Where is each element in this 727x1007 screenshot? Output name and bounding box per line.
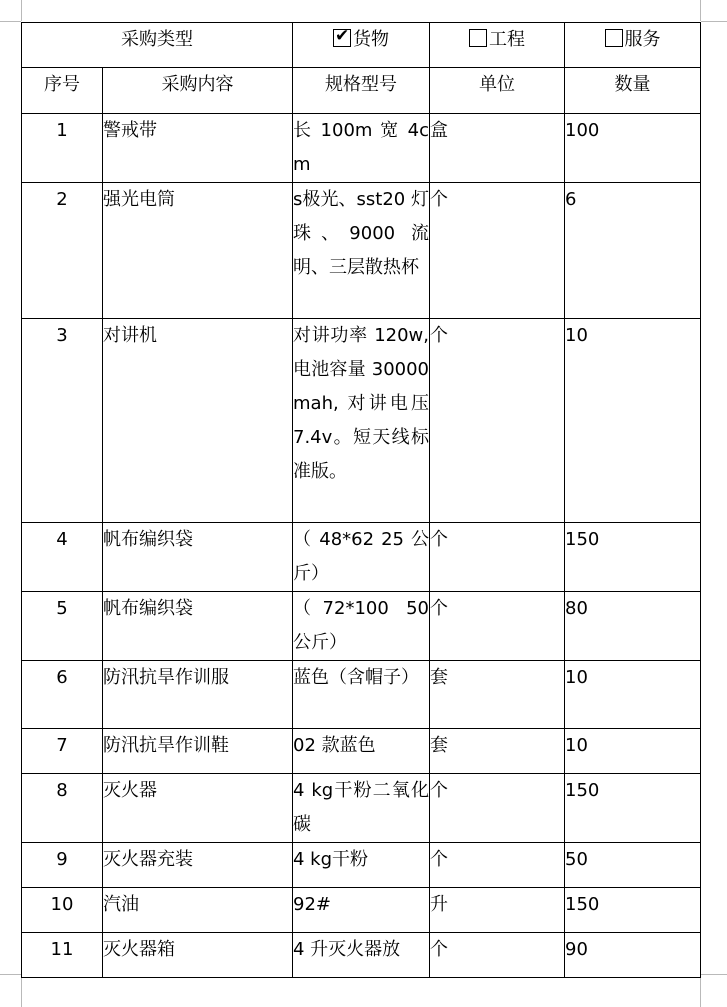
row-quantity: 6 — [565, 183, 701, 319]
column-header: 单位 — [430, 68, 565, 114]
row-unit: 个 — [430, 933, 565, 978]
row-number: 8 — [22, 774, 103, 843]
table-row — [22, 843, 701, 888]
row-spec: 02 款蓝色 — [293, 729, 430, 774]
row-spec: s极光、sst20 灯珠、9000 流明、三层散热杯 — [293, 183, 430, 319]
crop-mark — [700, 975, 701, 1007]
row-unit: 个 — [430, 843, 565, 888]
row-number: 10 — [22, 888, 103, 933]
row-quantity: 150 — [565, 888, 701, 933]
row-content: 强光电筒 — [103, 183, 293, 319]
crop-mark — [0, 21, 21, 22]
row-quantity: 50 — [565, 843, 701, 888]
row-unit: 个 — [430, 319, 565, 523]
procurement-type-row — [22, 23, 701, 68]
row-quantity: 150 — [565, 774, 701, 843]
row-number: 2 — [22, 183, 103, 319]
row-spec: 92# — [293, 888, 430, 933]
checkbox-empty-icon[interactable] — [605, 29, 623, 47]
row-content: 灭火器充装 — [103, 843, 293, 888]
row-content: 对讲机 — [103, 319, 293, 523]
type-option-label: 工程 — [489, 29, 525, 50]
row-content: 防汛抗旱作训鞋 — [103, 729, 293, 774]
table-row — [22, 523, 701, 592]
crop-mark — [21, 975, 22, 1007]
column-header: 采购内容 — [103, 68, 293, 114]
table-row — [22, 592, 701, 661]
checkbox-checked-icon[interactable] — [333, 29, 351, 47]
type-option-label: 服务 — [624, 29, 661, 50]
table-row — [22, 729, 701, 774]
crop-mark — [21, 0, 22, 21]
row-number: 1 — [22, 114, 103, 183]
row-quantity: 80 — [565, 592, 701, 661]
row-content: 灭火器 — [103, 774, 293, 843]
table-row — [22, 114, 701, 183]
row-number: 3 — [22, 319, 103, 523]
row-content: 防汛抗旱作训服 — [103, 661, 293, 729]
row-unit: 套 — [430, 729, 565, 774]
row-unit: 个 — [430, 523, 565, 592]
row-number: 5 — [22, 592, 103, 661]
row-spec: 蓝色（含帽子） — [293, 661, 430, 729]
procurement-table — [21, 22, 701, 978]
column-header: 规格型号 — [293, 68, 430, 114]
table-row — [22, 933, 701, 978]
crop-mark — [701, 974, 727, 975]
row-spec: 长 100m 宽 4cm — [293, 114, 430, 183]
type-option-service[interactable] — [565, 23, 701, 68]
row-quantity: 90 — [565, 933, 701, 978]
row-spec: （72*100 50 公斤） — [293, 592, 430, 661]
table-row — [22, 661, 701, 729]
row-spec: 4 升灭火器放 — [293, 933, 430, 978]
row-number: 9 — [22, 843, 103, 888]
column-header: 序号 — [22, 68, 103, 114]
row-spec: 对讲功率 120w,电池容量 30000mah, 对讲电压 7.4v。短天线标准版。 — [293, 319, 430, 523]
crop-mark — [0, 974, 21, 975]
row-unit: 个 — [430, 774, 565, 843]
row-spec: （ 48*62 25 公斤） — [293, 523, 430, 592]
type-option-label: 货物 — [353, 29, 389, 50]
row-content: 警戒带 — [103, 114, 293, 183]
table-row — [22, 183, 701, 319]
table-row — [22, 888, 701, 933]
row-unit: 个 — [430, 183, 565, 319]
type-option-goods[interactable] — [293, 23, 430, 68]
row-number: 7 — [22, 729, 103, 774]
crop-mark — [700, 0, 701, 21]
row-content: 灭火器箱 — [103, 933, 293, 978]
row-unit: 升 — [430, 888, 565, 933]
row-unit: 盒 — [430, 114, 565, 183]
row-quantity: 100 — [565, 114, 701, 183]
row-number: 4 — [22, 523, 103, 592]
row-content: 汽油 — [103, 888, 293, 933]
row-spec: 4 kg干粉二氧化碳 — [293, 774, 430, 843]
checkbox-empty-icon[interactable] — [469, 29, 487, 47]
row-unit: 个 — [430, 592, 565, 661]
row-content: 帆布编织袋 — [103, 523, 293, 592]
table-row — [22, 774, 701, 843]
row-unit: 套 — [430, 661, 565, 729]
row-content: 帆布编织袋 — [103, 592, 293, 661]
row-quantity: 10 — [565, 729, 701, 774]
column-header-row — [22, 68, 701, 114]
row-quantity: 150 — [565, 523, 701, 592]
row-quantity: 10 — [565, 319, 701, 523]
row-quantity: 10 — [565, 661, 701, 729]
crop-mark — [701, 21, 727, 22]
type-option-engineering[interactable] — [430, 23, 565, 68]
row-number: 11 — [22, 933, 103, 978]
row-number: 6 — [22, 661, 103, 729]
column-header: 数量 — [565, 68, 701, 114]
procurement-type-label: 采购类型 — [22, 23, 293, 68]
table-row — [22, 319, 701, 523]
row-spec: 4 kg干粉 — [293, 843, 430, 888]
